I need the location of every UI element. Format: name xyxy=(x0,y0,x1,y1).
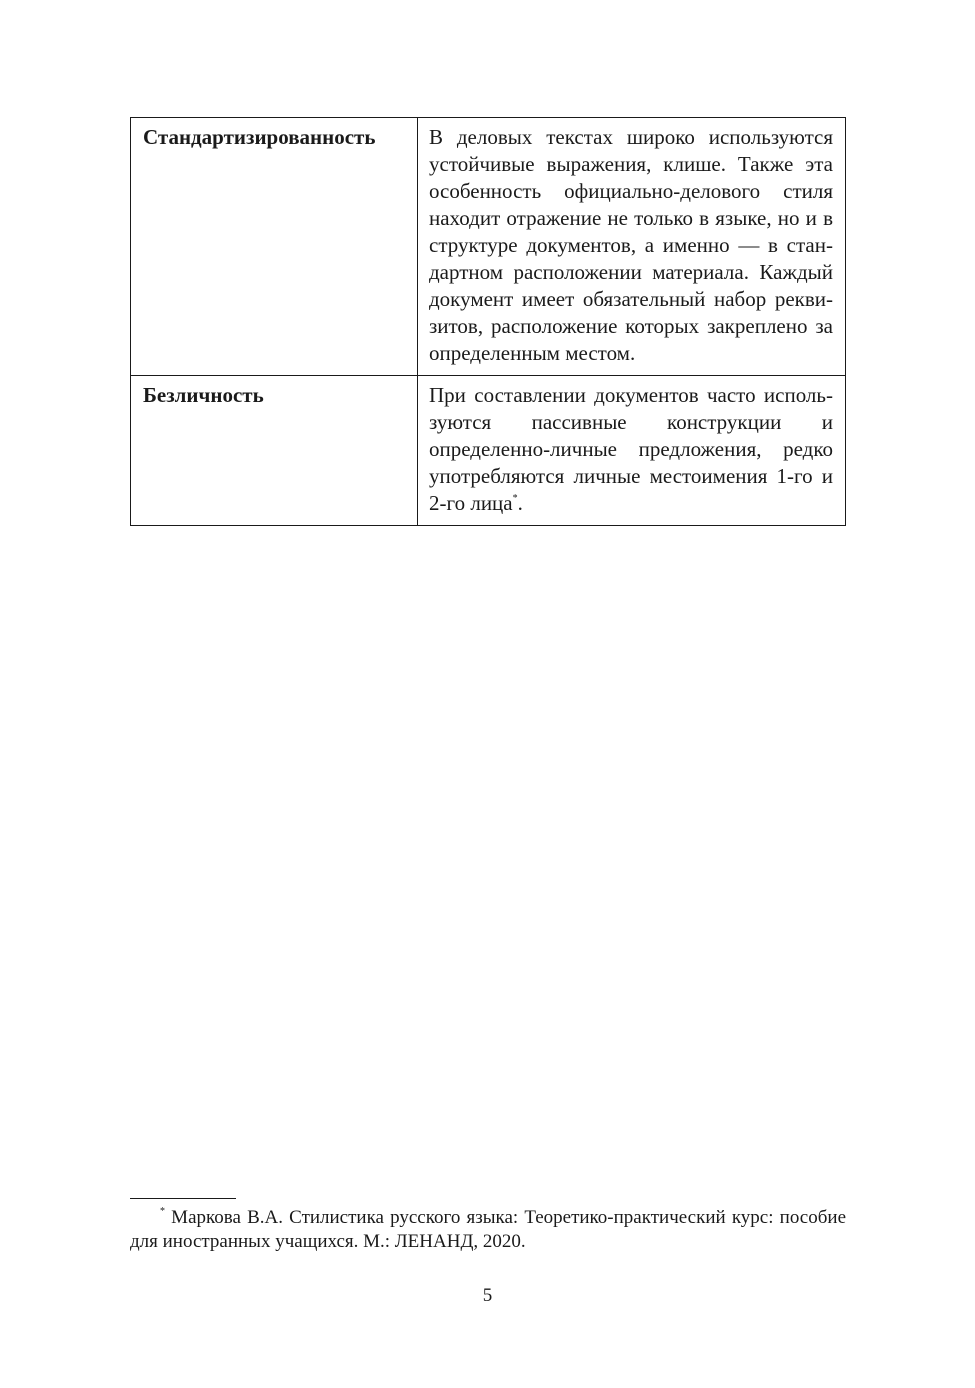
term-label: Безличность xyxy=(143,383,264,407)
table-row xyxy=(131,118,846,376)
description-end: . xyxy=(517,491,523,515)
description-text: При составлении документов часто используются пассивные конструкции и определенно-личные предложения, редко употребляются личные местоимения 1-го и 2-го лица xyxy=(429,383,833,515)
page-number: 5 xyxy=(482,1285,493,1306)
term-label: Стандартизированность xyxy=(143,125,376,149)
description-text: В деловых текстах широко используются устойчивые выражения, клише. Также эта особенность официально-делового стиля находит отражение не только в языке, но и в структуре документов, а именно — в стандартном расположении материала. Каждый документ имеет обязательный набор реквизитов, расположение которых закреплено за определенным местом. xyxy=(429,125,833,365)
term-cell xyxy=(131,376,418,526)
term-cell xyxy=(131,118,418,376)
footnote-text: Маркова В.А. Стилистика русского языка: Теоретико-практический курс: пособие для иностранных учащихся. М.: ЛЕНАНД, 2020. xyxy=(130,1207,846,1252)
style-features-table xyxy=(130,117,846,526)
footnote-separator xyxy=(130,1198,236,1199)
description-cell xyxy=(418,376,846,526)
table-row xyxy=(131,376,846,526)
description-cell xyxy=(418,118,846,376)
footnote-reference[interactable]: * xyxy=(512,493,518,504)
footnote-mark: * xyxy=(160,1206,165,1217)
footnote xyxy=(130,1206,846,1254)
